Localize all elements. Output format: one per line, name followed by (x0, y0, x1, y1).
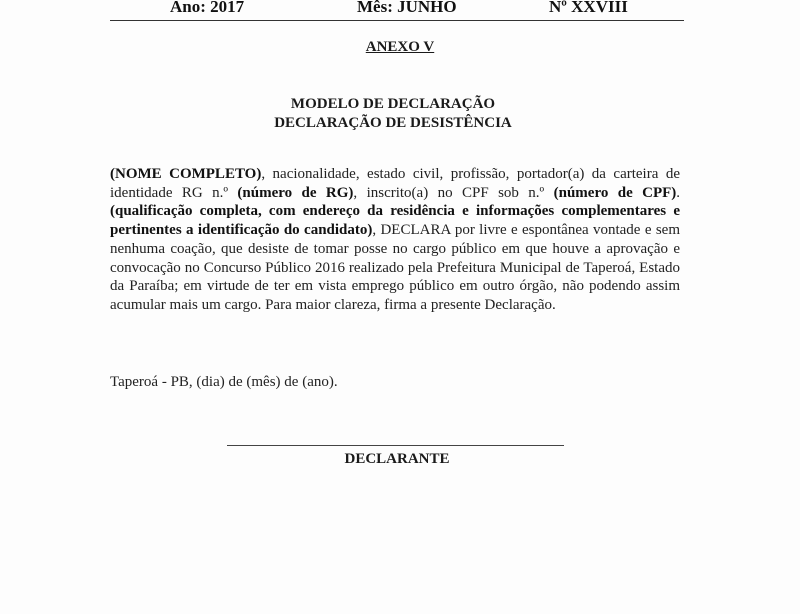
annex-heading (0, 39, 800, 56)
title-declaration: DECLARAÇÃO DE DESISTÊNCIA (274, 115, 512, 131)
body-text-4: , DECLARA por livre e espontânea vontade e sem nenhuma coação, que desiste de tomar posse no cargo público em que houve a aprovação e convocação no Concurso Público 2016 realizado pela Prefeitura Municipal de Taperoá, Estado da Paraíba; em virtude de ter em vista emprego público em outro órgão, não podendo assim acumular mais um cargo. Para maior clareza, firma a presente Declaração. (110, 222, 680, 313)
signature-label: DECLARANTE (344, 451, 450, 467)
declaration-body (110, 165, 680, 315)
placeholder-full-name: (NOME COMPLETO) (110, 166, 262, 182)
body-text-3: . (676, 184, 681, 201)
page-header (0, 0, 800, 19)
placeholder-qualification: (qualificação completa, com endereço da residência e informações complementares e pertinentes a identificação do candidato) (110, 203, 680, 239)
placeholder-rg-number: (número de RG) (237, 184, 354, 201)
document-titles (0, 95, 800, 133)
body-text-2: , inscrito(a) no CPF sob n.º (353, 184, 554, 201)
place-and-date: Taperoá - PB, (dia) de (mês) de (ano). (110, 374, 338, 390)
header-divider (110, 20, 684, 21)
header-year: Ano: 2017 (170, 0, 245, 16)
annex-label: ANEXO V (365, 39, 435, 55)
body-text-1: , nacionalidade, estado civil, profissão, portador(a) da carteira de identidade RG n.º (110, 166, 680, 201)
header-issue-number: Nº XXVIII (549, 0, 628, 16)
header-month: Mês: JUNHO (357, 0, 457, 16)
signature-block (0, 451, 800, 468)
title-model: MODELO DE DECLARAÇÃO (290, 96, 496, 112)
placeholder-cpf-number: (número de CPF) (553, 184, 677, 201)
signature-line (227, 445, 564, 446)
